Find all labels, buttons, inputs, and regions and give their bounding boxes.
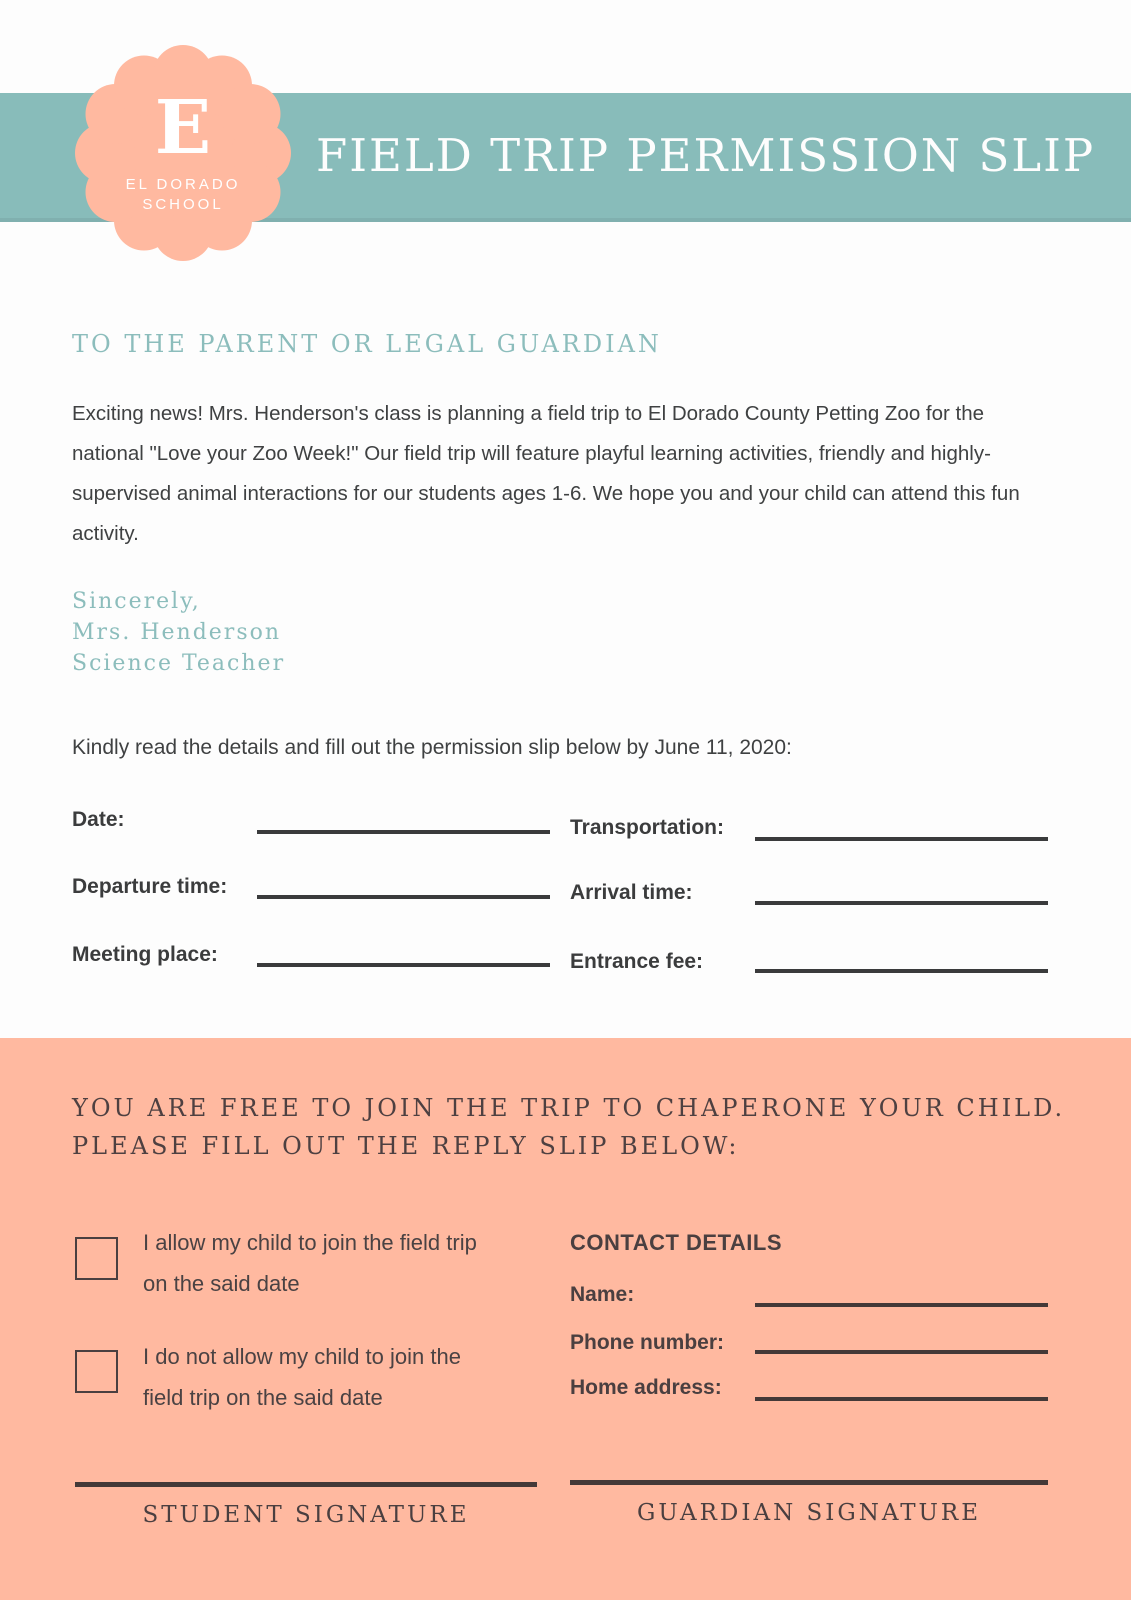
guardian-signature-line[interactable] xyxy=(570,1480,1048,1485)
departure-time-label: Departure time: xyxy=(72,875,228,898)
home-address-input-line[interactable] xyxy=(755,1397,1048,1401)
field-row-date xyxy=(72,808,125,832)
badge-content xyxy=(69,44,297,262)
allow-checkbox[interactable] xyxy=(75,1237,118,1280)
departure-time-input-line[interactable] xyxy=(257,895,550,899)
field-row-name xyxy=(570,1283,634,1307)
field-row-phone xyxy=(570,1331,724,1355)
contact-details-heading: CONTACT DETAILS xyxy=(570,1230,782,1255)
arrival-time-label: Arrival time: xyxy=(570,881,693,904)
meeting-place-label: Meeting place: xyxy=(72,943,218,966)
transportation-label: Transportation: xyxy=(570,816,725,839)
instruction-text: Kindly read the details and fill out the permission slip below by June 11, 2020: xyxy=(72,736,792,759)
closing-line-role: Science Teacher xyxy=(72,651,286,676)
school-name xyxy=(126,175,241,215)
school-initial: E xyxy=(154,85,212,171)
student-signature-line[interactable] xyxy=(75,1482,537,1487)
reply-heading-line1: YOU ARE FREE TO JOIN THE TRIP TO CHAPERONE YOUR CHILD. xyxy=(72,1094,1066,1122)
phone-number-input-line[interactable] xyxy=(755,1350,1048,1354)
student-signature-label: STUDENT SIGNATURE xyxy=(142,1502,470,1528)
arrival-time-input-line[interactable] xyxy=(755,901,1048,905)
closing-line-name: Mrs. Henderson xyxy=(72,620,282,645)
date-input-line[interactable] xyxy=(257,830,550,834)
school-badge xyxy=(69,44,297,262)
school-name-line2: SCHOOL xyxy=(142,196,224,213)
field-row-arrival-time xyxy=(570,881,693,905)
transportation-input-line[interactable] xyxy=(755,837,1048,841)
reply-heading-line2: PLEASE FILL OUT THE REPLY SLIP BELOW: xyxy=(72,1132,740,1160)
letter-body: Exciting news! Mrs. Henderson's class is planning a field trip to El Dorado County Petting Zoo for the national "Love your Zoo Week!" Our field trip will feature playful learning activities, friendly and highly-supervised animal interactions for our students ages 1-6. We hope you and your child can attend this fun activity. xyxy=(72,402,1020,545)
phone-number-label: Phone number: xyxy=(570,1331,725,1354)
field-row-transportation xyxy=(570,816,724,840)
field-row-entrance-fee xyxy=(570,950,703,974)
name-label: Name: xyxy=(570,1283,635,1306)
closing-line-sincerely: Sincerely, xyxy=(72,589,201,614)
field-row-home-address xyxy=(570,1376,722,1400)
guardian-signature-label: GUARDIAN SIGNATURE xyxy=(636,1500,982,1526)
meeting-place-input-line[interactable] xyxy=(257,963,550,967)
entrance-fee-label: Entrance fee: xyxy=(570,950,704,973)
home-address-label: Home address: xyxy=(570,1376,722,1399)
letter-closing xyxy=(72,586,285,679)
not-allow-option-label: I do not allow my child to join the field trip on the said date xyxy=(143,1344,461,1410)
salutation-heading: TO THE PARENT OR LEGAL GUARDIAN xyxy=(72,330,662,358)
field-row-departure-time xyxy=(72,875,227,899)
name-input-line[interactable] xyxy=(755,1303,1048,1307)
page-title: FIELD TRIP PERMISSION SLIP xyxy=(316,129,1096,182)
date-label: Date: xyxy=(72,808,125,831)
school-name-line1: EL DORADO xyxy=(125,176,241,193)
entrance-fee-input-line[interactable] xyxy=(755,969,1048,973)
allow-option-label: I allow my child to join the field trip on the said date xyxy=(143,1230,477,1296)
not-allow-checkbox[interactable] xyxy=(75,1350,118,1393)
field-row-meeting-place xyxy=(72,943,218,967)
